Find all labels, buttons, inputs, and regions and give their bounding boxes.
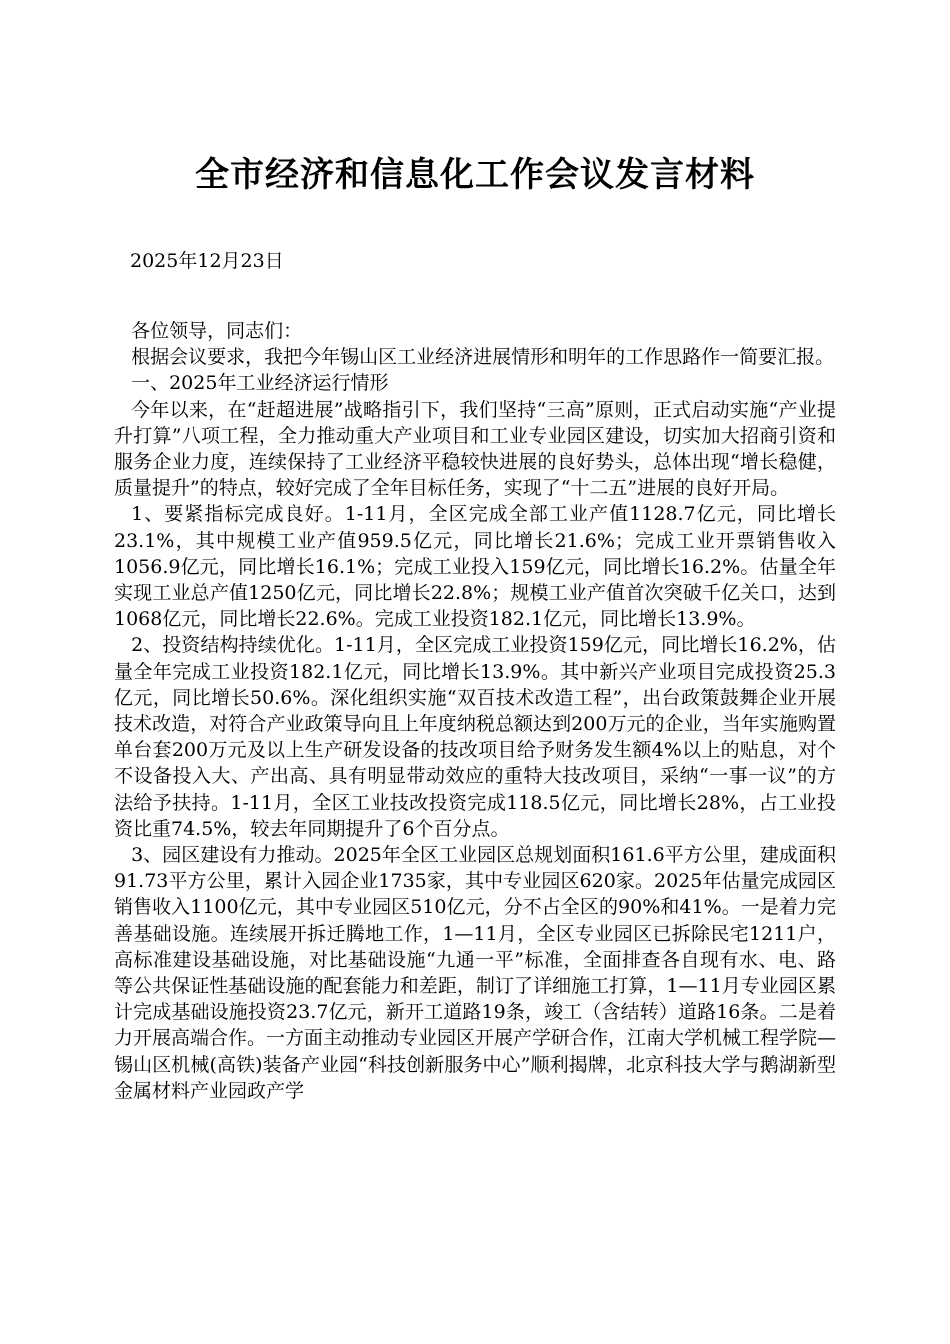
body-paragraph: 今年以来，在“赶超进展”战略指引下，我们坚持“三高”原则，正式启动实施“产业提升打算”八项工程，全力推动重大产业项目和工业专业园区建设，切实加大招商引资和服务企业力度，连续保持了工业经济平稳较快进展的良好势头，总体出现“增长稳健，质量提升”的特点，较好完成了全年目标任务，实现了“十二五”进展的良好开局。 [114, 398, 836, 500]
document-body [114, 318, 836, 1104]
intro-paragraph: 根据会议要求，我把今年锡山区工业经济进展情形和明年的工作思路作一简要汇报。 [131, 346, 835, 369]
body-paragraph: 3、园区建设有力推动。2025年全区工业园区总规划面积161.6平方公里，建成面积91.73平方公里，累计入园企业1735家，其中专业园区620家。2025年估量完成园区销售收入1100亿元，其中专业园区510亿元，分不占全区的90%和41%。一是着力完善基础设施。连续展开拆迁腾地工作，1—11月，全区专业园区已拆除民宅1211户，高标准建设基础设施，对比基础设施“九通一平”标准，全面排查各自现有水、电、路等公共保证性基础设施的配套能力和差距，制订了详细施工打算，1—11月专业园区累计完成基础设施投资23.7亿元，新开工道路19条，竣工（含结转）道路16条。二是着力开展高端合作。一方面主动推动专业园区开展产学研合作，江南大学机械工程学院—锡山区机械(高铁)装备产业园“科技创新服务中心”顺利揭牌，北京科技大学与鹅湖新型金属材料产业园政产学 [114, 844, 837, 1102]
greeting-paragraph: 各位领导，同志们： [131, 320, 303, 342]
document-title: 全市经济和信息化工作会议发言材料 [195, 155, 755, 195]
section-heading: 一、2025年工业经济运行情形 [131, 372, 389, 395]
body-paragraph: 1、要紧指标完成良好。1-11月，全区完成全部工业产值1128.7亿元，同比增长23.1%，其中规模工业产值959.5亿元，同比增长21.6%；完成工业开票销售收入1056.9亿元，同比增长16.1%；完成工业投入159亿元，同比增长16.2%。估量全年实现工业总产值1250亿元，同比增长22.8%；规模工业产值首次突破千亿关口，达到1068亿元，同比增长22.6%。完成工业投资182.1亿元，同比增长13.9%。 [114, 503, 836, 631]
document-date: 2025年12月23日 [130, 250, 284, 272]
body-paragraph: 2、投资结构持续优化。1-11月，全区完成工业投资159亿元，同比增长16.2%，估量全年完成工业投资182.1亿元，同比增长13.9%。其中新兴产业项目完成投资25.3亿元，同比增长50.6%。深化组织实施“双百技术改造工程”，出台政策鼓舞企业开展技术改造，对符合产业政策导向且上年度纳税总额达到200万元的企业，当年实施购置单台套200万元及以上生产研发设备的技改项目给予财务发生额4%以上的贴息，对个不设备投入大、产出高、具有明显带动效应的重特大技改项目，采纳“一事一议”的方法给予扶持。1-11月，全区工业技改投资完成118.5亿元，同比增长28%，占工业投资比重74.5%，较去年同期提升了6个百分点。 [114, 634, 836, 840]
